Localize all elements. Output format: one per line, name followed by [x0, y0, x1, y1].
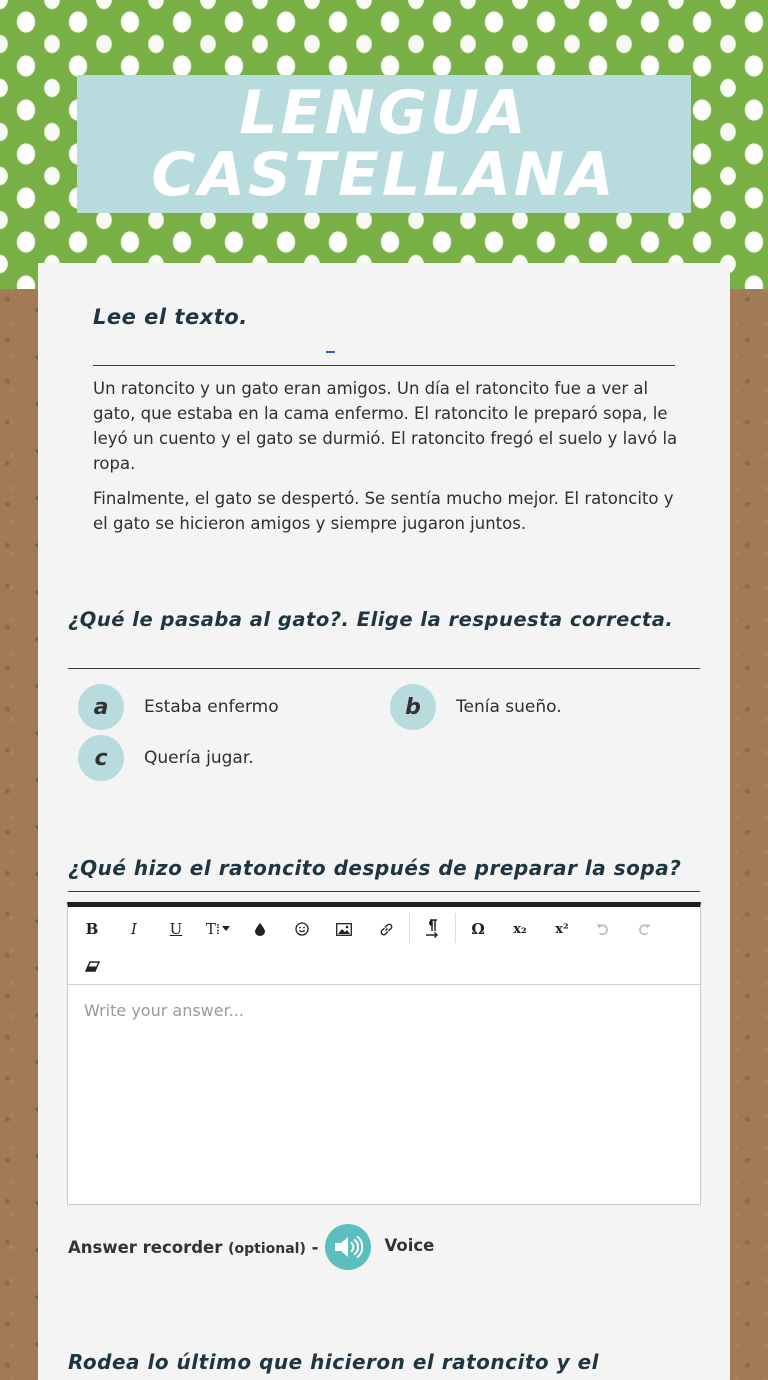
special-character-button[interactable]: Ω — [471, 920, 485, 938]
option-text[interactable]: Quería jugar. — [144, 748, 254, 768]
pilcrow-icon — [425, 919, 439, 939]
recorder-label-text: Answer recorder — [68, 1237, 223, 1257]
story-paragraph-1: Un ratoncito y un gato eran amigos. Un día el ratoncito fue a ver al gato, que estaba en la cama enfermo. El ratoncito le preparó sopa, le leyó un cuento y el gato se durmió. El ratoncito fregó el suelo y lavó la ropa. — [93, 379, 678, 473]
section-divider — [68, 891, 700, 892]
paragraph-direction-button[interactable] — [411, 911, 453, 947]
page-title-line-2: CASTELLANA — [151, 140, 617, 210]
voice-label: Voice — [384, 1235, 435, 1255]
redo-button[interactable] — [623, 911, 665, 947]
worksheet-card — [38, 263, 730, 1380]
underline-button[interactable]: U — [169, 920, 183, 938]
answer-option-b[interactable] — [390, 684, 562, 730]
section-divider — [68, 668, 700, 669]
question-2-title: ¿Qué hizo el ratoncito después de preparar la sopa? — [68, 856, 682, 880]
text-size-label: T⁞ — [205, 919, 221, 938]
chevron-down-icon — [222, 926, 230, 932]
undo-button[interactable] — [581, 911, 623, 947]
redo-icon — [638, 923, 651, 936]
undo-icon — [596, 923, 609, 936]
story-paragraph-2: Finalmente, el gato se despertó. Se sentía mucho mejor. El ratoncito y el gato se hicieron amigos y siempre jugaron juntos. — [93, 489, 674, 533]
toolbar-separator — [455, 913, 456, 943]
smiley-icon — [295, 922, 309, 936]
answer-text-input[interactable] — [84, 1001, 684, 1191]
page-title-box — [77, 75, 691, 213]
superscript-button[interactable]: x² — [555, 921, 569, 937]
header-banner — [0, 0, 768, 289]
subscript-button[interactable]: x₂ — [513, 921, 527, 937]
option-text[interactable]: Estaba enfermo — [144, 697, 279, 717]
option-letter-badge[interactable]: b — [390, 684, 436, 730]
text-size-dropdown[interactable] — [197, 911, 239, 947]
bold-button[interactable]: B — [85, 920, 99, 938]
answer-option-a[interactable] — [78, 684, 279, 730]
editor-body — [68, 985, 700, 1211]
toolbar-separator — [409, 913, 410, 943]
answer-option-c[interactable] — [78, 735, 254, 781]
eraser-icon — [85, 961, 100, 972]
image-icon — [336, 923, 352, 936]
recorder-label — [68, 1238, 319, 1257]
section-title-read: Lee el texto. — [93, 305, 248, 329]
speaker-icon — [333, 1234, 363, 1260]
text-cursor-mark — [326, 351, 335, 353]
editor-toolbar — [68, 907, 700, 985]
recorder-dash: - — [311, 1237, 319, 1257]
section-divider — [93, 365, 675, 366]
voice-record-button[interactable] — [325, 1224, 371, 1270]
option-text[interactable]: Tenía sueño. — [456, 697, 562, 717]
question-1-title: ¿Qué le pasaba al gato?. Elige la respuesta correcta. — [68, 608, 674, 631]
clear-formatting-button[interactable] — [71, 948, 113, 984]
answer-recorder — [68, 1224, 434, 1270]
recorder-optional-text: (optional) — [228, 1240, 306, 1257]
text-color-button[interactable] — [239, 911, 281, 947]
question-3-title: Rodea lo último que hicieron el ratoncito y el — [68, 1350, 600, 1374]
page-title-line-1: LENGUA — [239, 78, 529, 148]
option-letter-badge[interactable]: c — [78, 735, 124, 781]
emoji-button[interactable] — [281, 911, 323, 947]
rich-text-editor — [67, 902, 701, 1205]
insert-image-button[interactable] — [323, 911, 365, 947]
link-icon — [379, 922, 394, 937]
ink-drop-icon — [255, 923, 265, 936]
option-letter-badge[interactable]: a — [78, 684, 124, 730]
insert-link-button[interactable] — [365, 911, 407, 947]
italic-button[interactable]: I — [131, 920, 137, 938]
